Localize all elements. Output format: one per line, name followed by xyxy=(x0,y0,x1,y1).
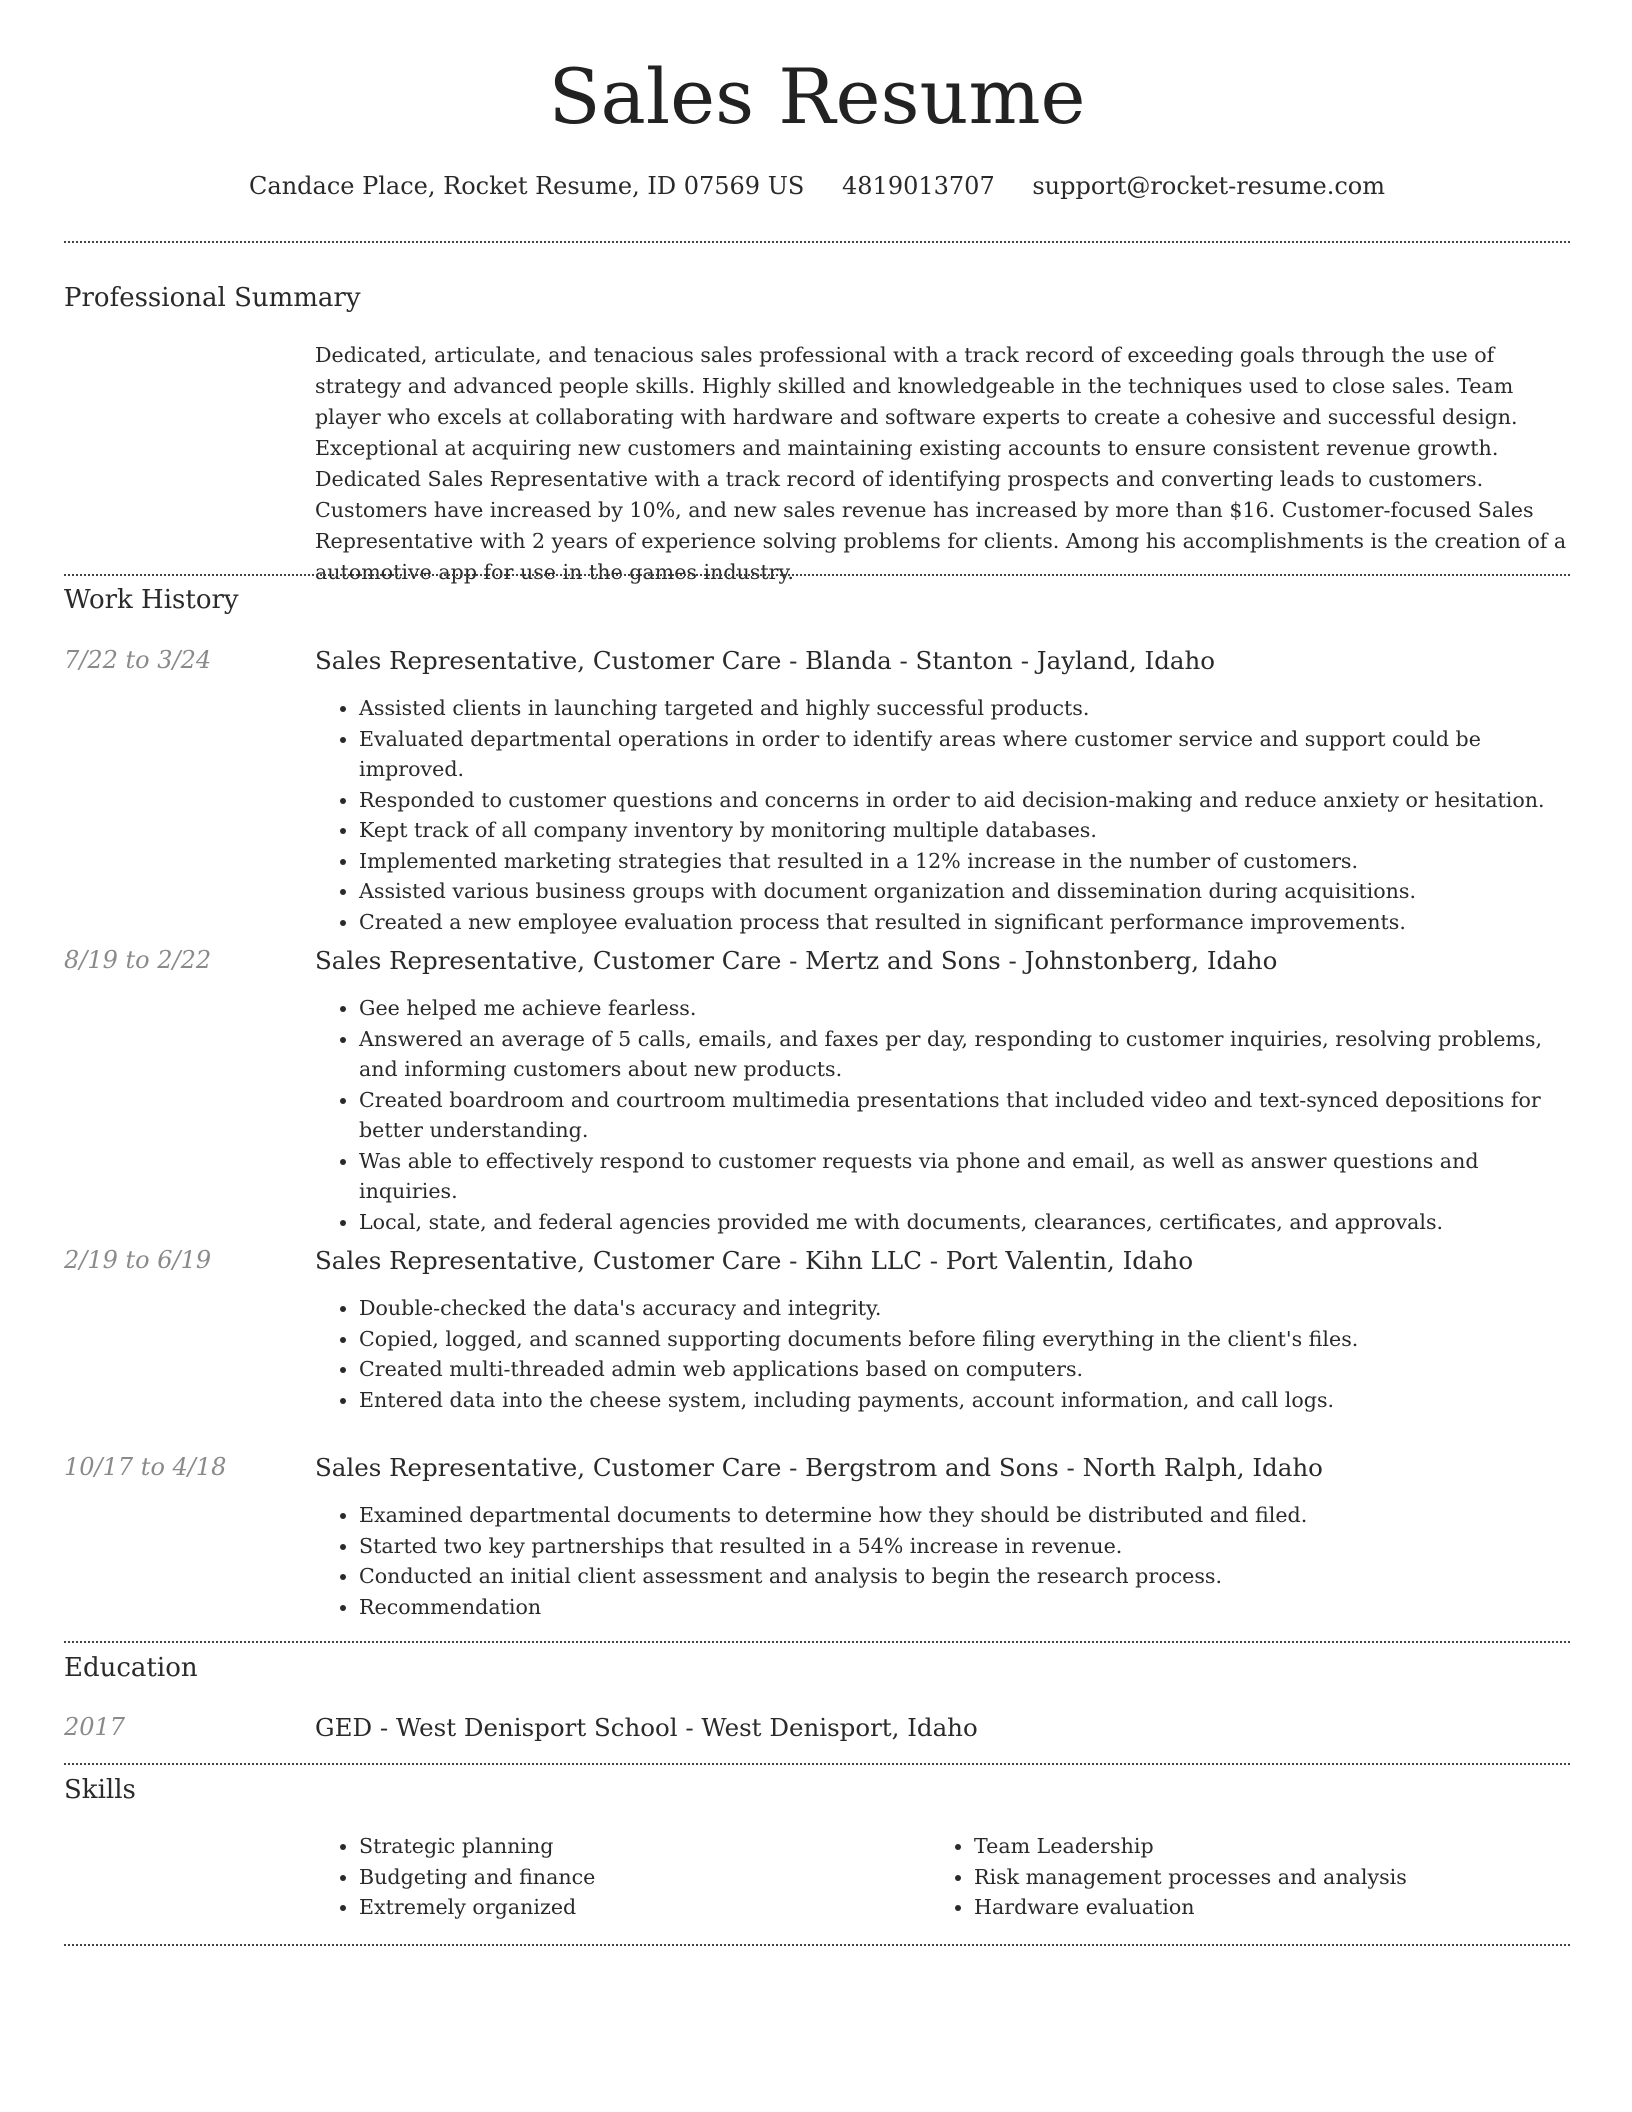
job-title: Sales Representative, Customer Care - Kihn LLC - Port Valentin, Idaho xyxy=(315,1246,1194,1275)
list-item: • Budgeting and finance xyxy=(359,1862,919,1893)
list-item: • Gee helped me achieve fearless. xyxy=(359,993,1571,1024)
list-item: • Answered an average of 5 calls, emails, and faxes per day, responding to customer inquiries, resolving problems, and informing customers about new products. xyxy=(359,1024,1571,1085)
list-item: • Team Leadership xyxy=(974,1831,1574,1862)
list-item: • Started two key partnerships that resulted in a 54% increase in revenue. xyxy=(359,1531,1571,1562)
job-dates: 2/19 to 6/19 xyxy=(64,1246,212,1274)
section-heading-education: Education xyxy=(64,1653,198,1683)
list-item: • Responded to customer questions and concerns in order to aid decision-making and reduce anxiety or hesitation. xyxy=(359,785,1571,816)
list-item: • Copied, logged, and scanned supporting documents before filing everything in the client's files. xyxy=(359,1324,1571,1355)
page-title: Sales Resume xyxy=(548,52,1086,141)
job-title: Sales Representative, Customer Care - Bergstrom and Sons - North Ralph, Idaho xyxy=(315,1453,1323,1482)
list-item: • Hardware evaluation xyxy=(974,1892,1574,1923)
list-item: • Created a new employee evaluation process that resulted in significant performance improvements. xyxy=(359,907,1571,938)
list-item: • Local, state, and federal agencies provided me with documents, clearances, certificates, and approvals. xyxy=(359,1207,1571,1238)
job-dates: 10/17 to 4/18 xyxy=(64,1453,227,1481)
list-item: • Double-checked the data's accuracy and integrity. xyxy=(359,1293,1571,1324)
job-dates: 7/22 to 3/24 xyxy=(64,646,212,674)
list-item: • Evaluated departmental operations in order to identify areas where customer service and support could be improved. xyxy=(359,724,1571,785)
divider xyxy=(64,241,1570,243)
divider xyxy=(64,1944,1570,1946)
contact-email: support@rocket-resume.com xyxy=(1032,172,1385,200)
job-bullets xyxy=(315,1293,1571,1415)
section-heading-work-history: Work History xyxy=(64,585,239,615)
contact-line xyxy=(64,172,1570,200)
list-item: • Entered data into the cheese system, including payments, account information, and call logs. xyxy=(359,1385,1571,1416)
list-item: • Created boardroom and courtroom multimedia presentations that included video and text-synced depositions for better understanding. xyxy=(359,1085,1571,1146)
list-item: • Risk management processes and analysis xyxy=(974,1862,1574,1893)
divider xyxy=(64,574,1570,576)
list-item: • Assisted clients in launching targeted and highly successful products. xyxy=(359,693,1571,724)
list-item: • Created multi-threaded admin web applications based on computers. xyxy=(359,1354,1571,1385)
list-item: • Kept track of all company inventory by monitoring multiple databases. xyxy=(359,815,1571,846)
list-item: • Strategic planning xyxy=(359,1831,919,1862)
skills-list-left xyxy=(315,1831,919,1923)
list-item: • Examined departmental documents to determine how they should be distributed and filed. xyxy=(359,1500,1571,1531)
section-heading-summary: Professional Summary xyxy=(64,283,361,313)
divider xyxy=(64,1763,1570,1765)
divider xyxy=(64,1641,1570,1643)
list-item: • Conducted an initial client assessment and analysis to begin the research process. xyxy=(359,1561,1571,1592)
contact-address: Candace Place, Rocket Resume, ID 07569 US xyxy=(249,172,805,200)
list-item: • Assisted various business groups with document organization and dissemination during acquisitions. xyxy=(359,876,1571,907)
list-item: • Was able to effectively respond to customer requests via phone and email, as well as answer questions and inquiries. xyxy=(359,1146,1571,1207)
job-dates: 8/19 to 2/22 xyxy=(64,946,212,974)
job-title: Sales Representative, Customer Care - Mertz and Sons - Johnstonberg, Idaho xyxy=(315,946,1278,975)
list-item: • Recommendation xyxy=(359,1592,1571,1623)
job-title: Sales Representative, Customer Care - Blanda - Stanton - Jayland, Idaho xyxy=(315,646,1216,675)
list-item: • Implemented marketing strategies that resulted in a 12% increase in the number of customers. xyxy=(359,846,1571,877)
education-year: 2017 xyxy=(64,1713,126,1741)
job-bullets xyxy=(315,1500,1571,1622)
skills-list-right xyxy=(930,1831,1574,1923)
section-heading-skills: Skills xyxy=(64,1775,136,1805)
job-bullets xyxy=(315,693,1571,937)
list-item: • Extremely organized xyxy=(359,1892,919,1923)
job-bullets xyxy=(315,993,1571,1237)
summary-text: Dedicated, articulate, and tenacious sales professional with a track record of exceeding goals through the use of strategy and advanced people skills. Highly skilled and knowledgeable in the techniques used to close sales. Team player who excels at collaborating with hardware and software experts to create a cohesive and successful design. Exceptional at acquiring new customers and maintaining existing accounts to ensure consistent revenue growth. Dedicated Sales Representative with a track record of identifying prospects and converting leads to customers. Customers have increased by 10%, and new sales revenue has increased by more than $16. Customer-focused Sales Representative with 2 years of experience solving problems for clients. Among his accomplishments is the creation of a automotive app for use in the games industry. xyxy=(315,343,1567,584)
education-title: GED - West Denisport School - West Denisport, Idaho xyxy=(315,1713,978,1742)
contact-phone: 4819013707 xyxy=(842,172,995,200)
